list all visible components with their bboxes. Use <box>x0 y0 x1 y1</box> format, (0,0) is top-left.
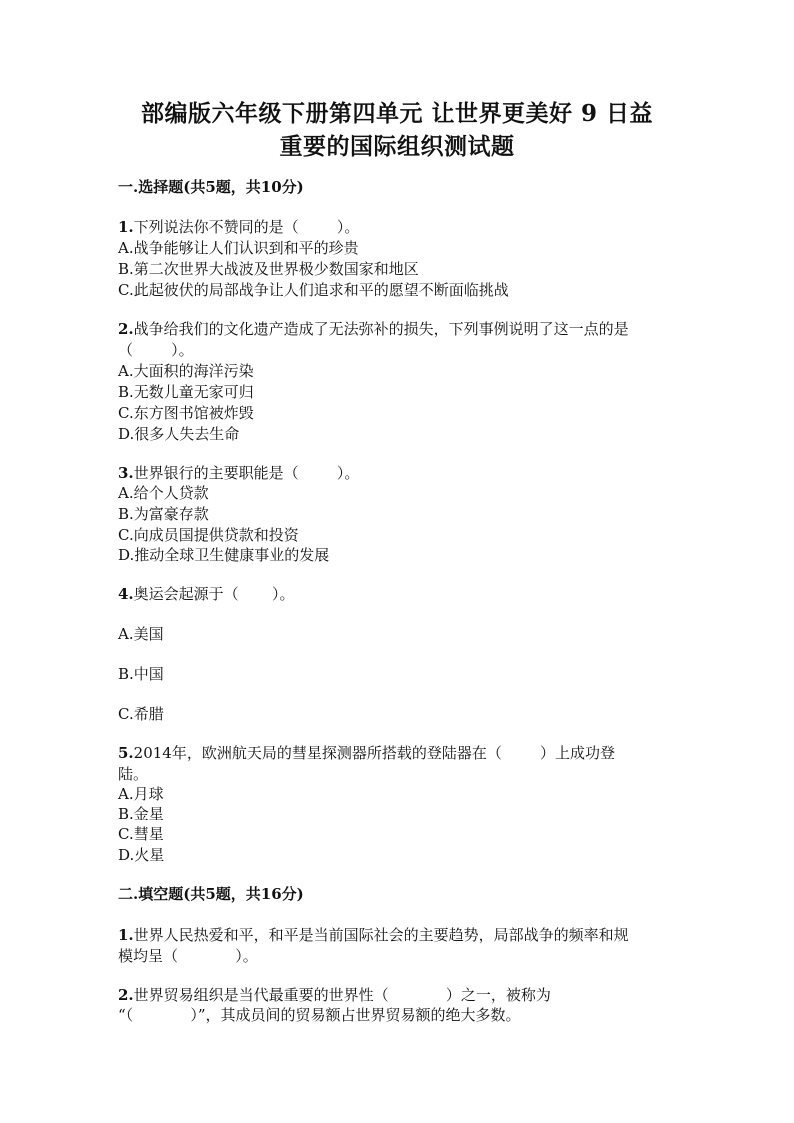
title-line-1: 部编版六年级下册第四单元 让世界更美好 9 日益 <box>140 100 654 127</box>
question-stem <box>118 322 629 337</box>
question-text: 世界人民热爱和平，和平是当前国际社会的主要趋势，局部战争的频率和规 <box>133 926 629 944</box>
question-text: 奥运会起源于（ ）。 <box>133 585 295 603</box>
question-stem <box>118 466 359 481</box>
question-number: 1. <box>118 926 134 944</box>
question-text: 世界银行的主要职能是（ ）。 <box>133 464 360 482</box>
option: C.向成员国提供贷款和投资 <box>118 526 299 544</box>
question-number: 3. <box>118 464 134 482</box>
option: D.很多人失去生命 <box>118 425 240 443</box>
option: C.东方图书馆被炸毁 <box>118 404 254 422</box>
question-text: 世界贸易组织是当代最重要的世界性（ ）之一，被称为 <box>133 986 551 1004</box>
section-heading-choice: 一.选择题(共5题，共10分) <box>118 178 304 196</box>
option: B.无数儿童无家可归 <box>118 383 254 401</box>
option: D.火星 <box>118 846 165 864</box>
section-heading-fill-blank: 二.填空题(共5题，共16分) <box>118 885 304 903</box>
question-stem-continuation: 模均呈（ ）。 <box>118 947 258 965</box>
option: A.美国 <box>118 625 164 643</box>
option: B.中国 <box>118 665 164 683</box>
option: A.战争能够让人们认识到和平的珍贵 <box>118 239 359 257</box>
option: C.希腊 <box>118 705 164 723</box>
option: B.金星 <box>118 805 164 823</box>
question-number: 2. <box>118 320 134 338</box>
option: D.推动全球卫生健康事业的发展 <box>118 546 330 564</box>
title-line-2: 重要的国际组织测试题 <box>279 133 515 160</box>
question-text: 战争给我们的文化遗产造成了无法弥补的损失，下列事例说明了这一点的是 <box>133 320 629 338</box>
option: A.给个人贷款 <box>118 484 209 502</box>
question-number: 2. <box>118 986 134 1004</box>
question-stem-continuation: “（ ）”，其成员间的贸易额占世界贸易额的绝大多数。 <box>118 1006 521 1024</box>
question-number: 5. <box>118 744 134 762</box>
question-text: 2014年，欧洲航天局的彗星探测器所搭载的登陆器在（ ）上成功登 <box>133 744 615 762</box>
question-number: 1. <box>118 218 134 236</box>
option: A.大面积的海洋污染 <box>118 362 254 380</box>
question-text: 下列说法你不赞同的是（ ）。 <box>133 218 360 236</box>
question-stem <box>118 587 295 602</box>
question-stem-continuation: 陆。 <box>118 765 149 783</box>
option: A.月球 <box>118 785 164 803</box>
question-stem <box>118 746 615 761</box>
option: B.第二次世界大战波及世界极少数国家和地区 <box>118 260 419 278</box>
question-stem <box>118 220 359 235</box>
question-number: 4. <box>118 585 134 603</box>
question-stem <box>118 988 551 1003</box>
option: C.此起彼伏的局部战争让人们追求和平的愿望不断面临挑战 <box>118 281 509 299</box>
option: B.为富豪存款 <box>118 505 209 523</box>
question-stem <box>118 928 629 943</box>
option: C.彗星 <box>118 825 164 843</box>
question-stem-continuation: （ ）。 <box>118 341 194 359</box>
